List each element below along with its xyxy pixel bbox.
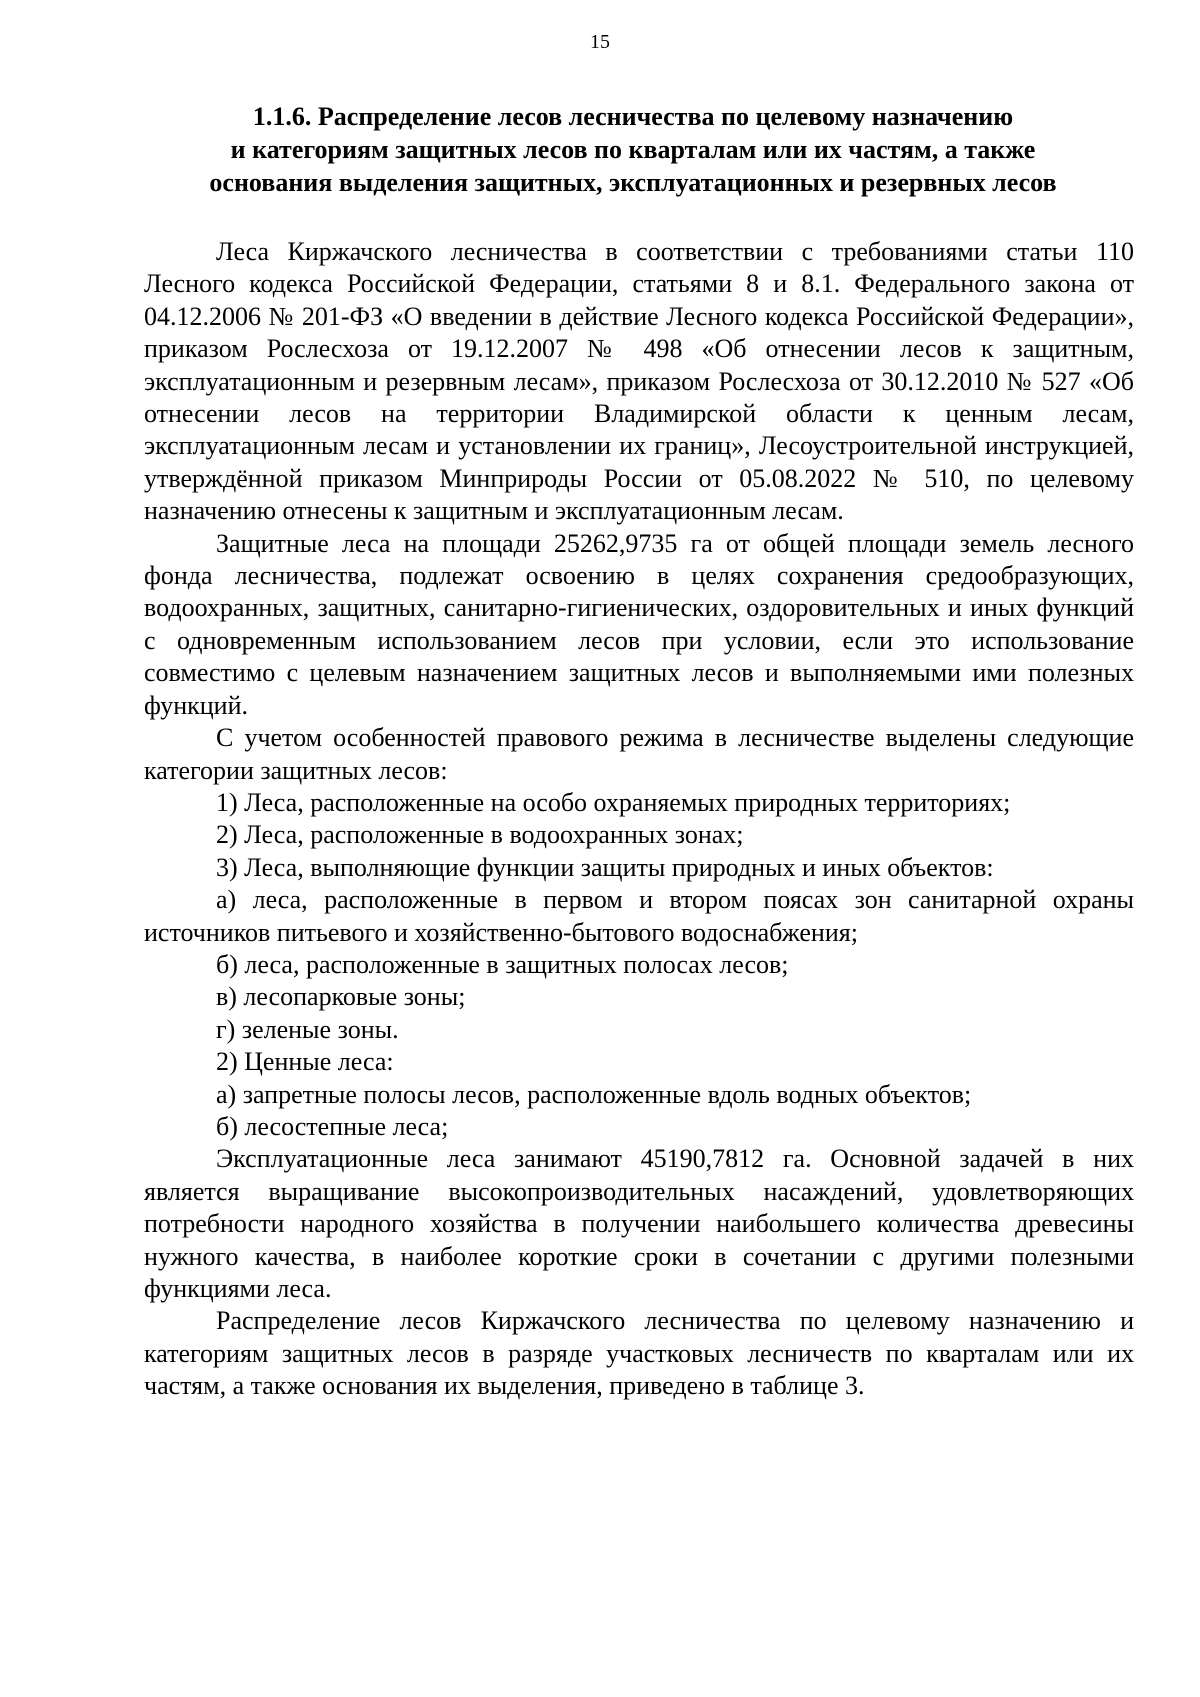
- list-item-water-zones: 2) Леса, расположенные в водоохранных зонах;: [216, 820, 744, 850]
- sub-item-prohibited-strips: а) запретные полосы лесов, расположенные вдоль водных объектов;: [216, 1079, 972, 1109]
- sub-item-protective-strips: б) леса, расположенные в защитных полосах лесов;: [216, 949, 789, 979]
- paragraph-exploitation-forests: Эксплуатационные леса занимают 45190,7812 га. Основной задачей в них является выращивание высокопроизводительных насаждений, удовлетворяющих потребности народного хозяйства в получении наибольшего количества древесины нужного качества, в наиболее короткие сроки в сочетании с другими полезными функциями леса.: [144, 1144, 1134, 1303]
- sub-item-forest-steppe: б) лесостепные леса;: [216, 1111, 449, 1141]
- paragraph-distribution-table-ref: Распределение лесов Киржачского лесничества по целевому назначению и категориям защитных лесов в разряде участковых лесничеств по кварталам или их частям, а также основания их выделения, приведено в таблице 3.: [144, 1306, 1134, 1401]
- section-heading-line-2: и категориям защитных лесов по кварталам или их частям, а также: [230, 135, 1036, 164]
- section-heading: [140, 100, 1126, 199]
- list-item-protection-functions: 3) Леса, выполняющие функции защиты природных и иных объектов:: [216, 852, 994, 882]
- sub-item-forest-parks: в) лесопарковые зоны;: [216, 982, 466, 1012]
- list-item-valuable-forests: 2) Ценные леса:: [216, 1047, 394, 1077]
- body-text: [144, 236, 1134, 1403]
- sub-item-sanitary-zones: а) леса, расположенные в первом и втором поясах зон санитарной охраны источников питьевого и хозяйственно-бытового водоснабжения;: [144, 885, 1134, 947]
- page-number: 15: [590, 31, 610, 53]
- section-heading-line-3: основания выделения защитных, эксплуатационных и резервных лесов: [209, 168, 1057, 197]
- paragraph-legal-basis: Леса Киржачского лесничества в соответствии с требованиями статьи 110 Лесного кодекса Российской Федерации, статьями 8 и 8.1. Федерального закона от 04.12.2006 № 201-ФЗ «О введении в действие Лесного кодекса Российской Федерации», приказом Рослесхоза от 19.12.2007 № 498 «Об отнесении лесов к защитным, эксплуатационным и резервным лесам», приказом Рослесхоза от 30.12.2010 № 527 «Об отнесении лесов на территории Владимирской области к ценным лесам, эксплуатационным лесам и установлении их границ», Лесоустроительной инструкцией, утверждённой приказом Минприроды России от 05.08.2022 № 510, по целевому назначению отнесены к защитным и эксплуатационным лесам.: [144, 237, 1134, 526]
- paragraph-categories-intro: С учетом особенностей правового режима в лесничестве выделены следующие категории защитных лесов:: [144, 723, 1134, 785]
- list-item-protected-areas: 1) Леса, расположенные на особо охраняемых природных территориях;: [216, 787, 1011, 817]
- sub-item-green-zones: г) зеленые зоны.: [216, 1014, 399, 1044]
- paragraph-protective-forests: Защитные леса на площади 25262,9735 га от общей площади земель лесного фонда лесничества, подлежат освоению в целях сохранения средообразующих, водоохранных, защитных, санитарно-гигиенических, оздоровительных и иных функций с одновременным использованием лесов при условии, если это использование совместимо с целевым назначением защитных лесов и выполняемыми ими полезных функций.: [144, 528, 1134, 720]
- section-heading-line-1: 1.1.6. Распределение лесов лесничества по целевому назначению: [252, 102, 1014, 131]
